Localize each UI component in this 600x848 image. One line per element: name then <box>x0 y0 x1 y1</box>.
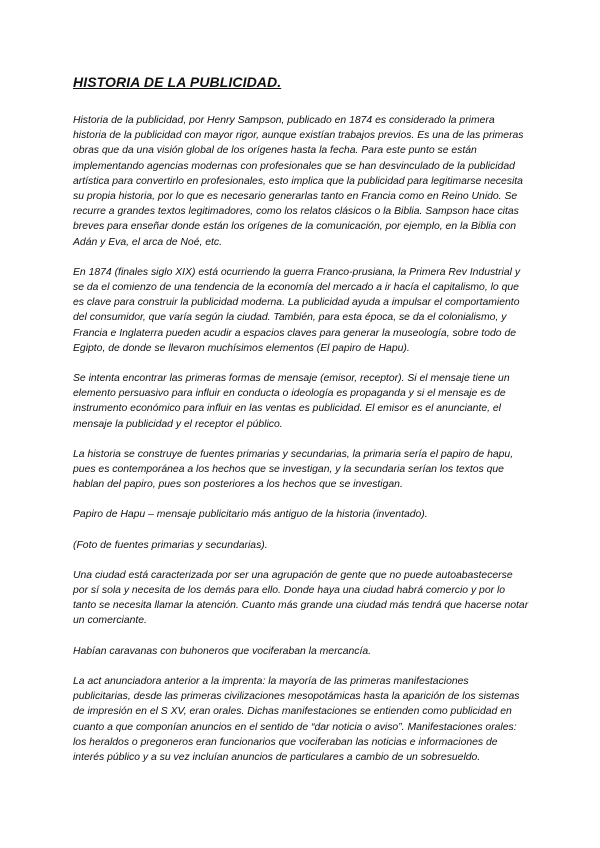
paragraph-caravanas: Habían caravanas con buhoneros que vociferaban la mercancía. <box>73 645 372 657</box>
paragraph-papiro-hapu: Papiro de Hapu – mensaje publicitario más antiguo de la historia (inventado). <box>73 509 428 521</box>
paragraph-sources: La historia se construye de fuentes primarias y secundarias, la primaria sería el papiro de hapu, pues es contemporánea a los hechos que se investigan, y la secundaria serían los textos que hablan del papiro, pues son posteriores a los hechos que se investigan. <box>73 448 514 491</box>
paragraph-sampson: Historia de la publicidad, por Henry Sampson, publicado en 1874 es considerado la primera historia de la publicidad con mayor rigor, aunque existían trabajos previos. Es una de las primeras obras que da una visión global de los orígenes hasta la fecha. Para este punto se están implementando agencias modernas con profesionales que se han desvinculado de la publicidad artística para convertirlo en profesionales, esto implica que la publicidad para legitimarse necesita su propia historia, por lo que es necesario generarlas tanto en Francia como en Reino Unido. Se recurre a grandes textos legitimadores, como los relatos clásicos o la Biblia. Sampson hace citas breves para enseñar donde están los orígenes de la comunicación, por ejemplo, en la Biblia con Adán y Eva, el arca de Noé, etc. <box>73 115 524 248</box>
paragraph-1874-context: En 1874 (finales siglo XIX) está ocurriendo la guerra Franco-prusiana, la Primera Rev Industrial y se da el comienzo de una tendencia de la economía del mercado a ir hacía el capitalismo, lo que es clave para construir la publicidad moderna. La publicidad ayuda a impulsar el comportamiento del consumidor, que varía según la ciudad. También, para esta época, se da el colonialismo, y Francia e Inglaterra pueden acudir a espacios claves para generar la museología, sobre todo de Egipto, de donde se llevaron muchísimos elementos (El papiro de Hapu). <box>73 266 521 354</box>
paragraph-message-forms: Se intenta encontrar las primeras formas de mensaje (emisor, receptor). Si el mensaje tiene un elemento persuasivo para influir en conducta o ideología es propaganda y si el mensaje es de instrumento económico para influir en las ventas es publicidad. El emisor es el anunciante, el mensaje la publicidad y el receptor el público. <box>73 373 510 430</box>
paragraph-photo-note: (Foto de fuentes primarias y secundarias). <box>73 539 268 551</box>
paragraph-ciudad: Una ciudad está caracterizada por ser una agrupación de gente que no puede autoabastecerse por sí sola y necesita de los demás para ello. Donde haya una ciudad habrá comercio y por lo tanto se necesita llamar la atención. Cuanto más grande una ciudad más tendrá que hacerse notar un comerciante. <box>73 569 529 627</box>
document-page <box>73 74 529 780</box>
document-title: HISTORIA DE LA PUBLICIDAD. <box>73 74 282 90</box>
paragraph-act-anunciadora: La act anunciadora anterior a la imprenta: la mayoría de las primeras manifestaciones publicitarias, desde las primeras civilizaciones mesopotámicas hasta la aparición de los sistemas de impresión en el S XV, eran orales. Dichas manifestaciones se entienden como publicidad en cuanto a que componían anuncios en el sentido de “dar noticia o aviso”. Manifestaciones orales: los heraldos o pregoneros eran funcionarios que vociferaban las noticias e informaciones de interés público y a su vez incluían anuncios de particulares a cambio de un sobresueldo. <box>73 675 520 763</box>
